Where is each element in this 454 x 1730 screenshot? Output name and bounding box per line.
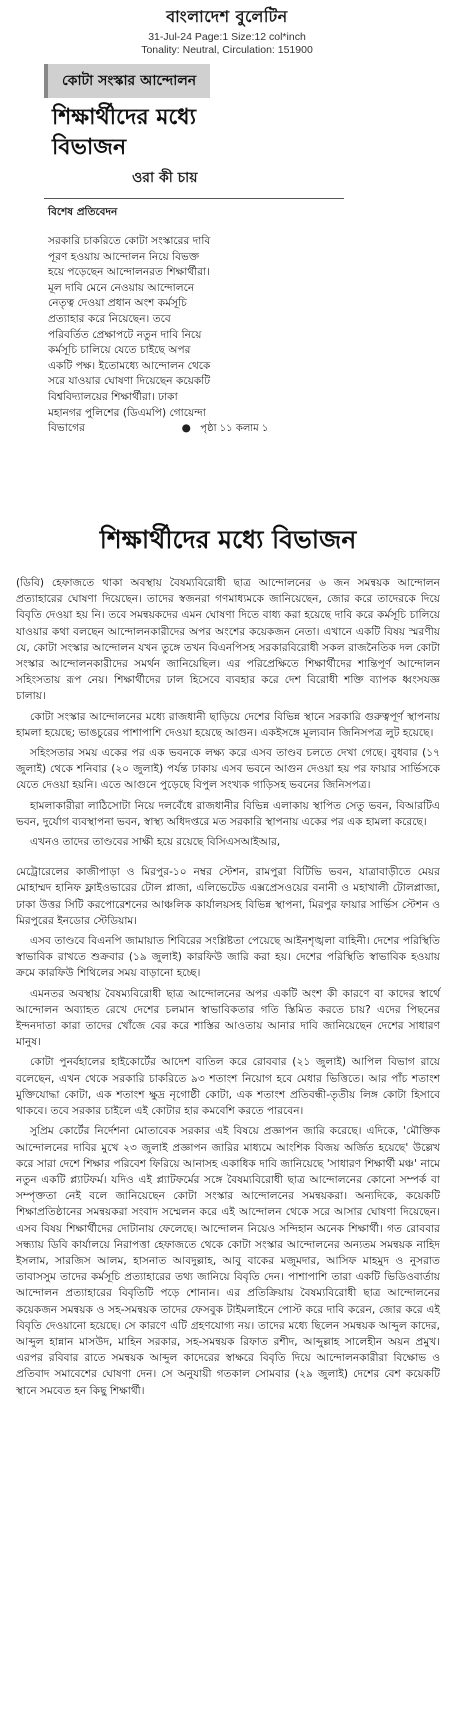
article-paragraph: সহিংসতার সময় একের পর এক ভবনকে লক্ষ্য করে এসব তাণ্ডব চলতে দেখা গেছে। বুধবার (১৭ জুলাই) থেকে শনিবার (২০ জুলাই) পর্যন্ত ঢাকায় এসব ভবনে আগুন দেওয়া হয় পর ফায়ার সার্ভিসকে যেতে দেওয়া হয়নি। এতে আগুনে পুড়েছে বিপুল সংখ্যক গাড়িসহ ভবনের জিনিসপত্র। xyxy=(16,747,440,792)
intro-text xyxy=(48,234,318,437)
headline-line-1: শিক্ষার্থীদের মধ্যে xyxy=(52,104,196,130)
masthead xyxy=(0,4,454,57)
intro-line: নেতৃত্ব দেওয়া প্রধান অংশ কর্মসূচি xyxy=(48,297,187,310)
intro-line: সরকারি চাকরিতে কোটা সংস্কারের দাবি xyxy=(48,235,211,247)
article-paragraph: এখনও তাদের তাণ্ডবের সাক্ষী হয়ে রয়েছে বিসিএসআইআর, xyxy=(30,836,281,849)
inside-headline: শিক্ষার্থীদের মধ্যে বিভাজন xyxy=(99,525,357,554)
intro-line: মূল দাবি মেনে নেওয়ায় আন্দোলনে xyxy=(48,281,195,294)
article-paragraph: এমনতর অবস্থায় বৈষম্যবিরোধী ছাত্র আন্দোলনের অপর একটি অংশ কী কারণে বা কাদের স্বার্থে আন্দোলন অব্যাহত রেখে দেশের চলমান স্বাভাবিকতার গতি স্তিমিত করতে চায়? এদের পিছনের ইন্দনদাতা কারা তাদের খোঁজে বের করে শাস্তির আওতায় আনার দাবি জানিয়েছেন দেশের সাধারণ মানুষ। xyxy=(16,987,440,1049)
headline-line-2: বিভাজন xyxy=(52,134,127,160)
arrow-icon: ● xyxy=(181,422,191,435)
intro-line: পরিবর্তিত প্রেক্ষাপটে নতুন দাবি নিয়ে xyxy=(48,328,202,341)
headline xyxy=(52,102,350,162)
article-paragraph: সুপ্রিম কোর্টের নির্দেশনা মোতাবেক সরকার এই বিষয়ে প্রজ্ঞাপন জারি করেছে। এদিকে, 'মৌক্তিক আন্দোলনের দাবির মুখে ২৩ জুলাই প্রজ্ঞাপন জারির মাধ্যমে আংশিক বিজয় অর্জিত হয়েছে' উল্লেখ করে সারা দেশে শিক্ষার পরিবেশ ফিরিয়ে আনাসহ একাধিক দাবি জানিয়েছে 'সাধারণ শিক্ষার্থী মঞ্চ' নামে নতুন একটি প্ল্যাটফর্ম। যদিও এই প্ল্যাটফর্মের সঙ্গে বৈষম্যবিরোধী ছাত্র আন্দোলনের কোনো সম্পর্ক বা সম্পৃক্ততা নেই বলে জানিয়েছেন কোটা সংস্কার আন্দোলনের সমন্বয়করা। অন্যদিকে, কয়েকটি শিক্ষাপ্রতিষ্ঠানের সমন্বয়করা সংবাদ সম্মেলন করে এই আন্দোলন থেকে সরে আসার ঘোষণা দিয়েছেন। এসব বিষয় শিক্ষার্থীদের দোটানায় ফেলেছে। আন্দোলন নিয়েও সন্দিহান অনেক শিক্ষার্থী। গত রোববার সন্ধ্যায় ডিবি কার্যালয়ে নিরাপত্তা হেফাজতে থেকে কোটা সংস্কার আন্দোলনের অন্যতম সমন্বয়ক নাহিদ ইসলাম, সারজিস আলম, হাসনাত আবদুল্লাহ, আবু বাকের মজুমদার, আসিফ মাহমুদ ও নুসরাত তাবাসসুম তাদের কর্মসূচি প্রত্যাহারের তথ্য জানিয়ে বিবৃতি দেন। পাশাপাশি তারা একটি ভিডিওবার্তায় আন্দোলন প্রত্যাহারের বিবৃতিটি পড়ে শোনান। এর প্রতিক্রিয়ায় বৈষম্যবিরোধী ছাত্র আন্দোলনের কয়েকজন সমন্বয়ক ও সহ-সমন্বয়ক তাদের ফেসবুক টাইমলাইনে পোস্ট করে দাবি করেন, জোর করে এই বিবৃতি দেওয়ানো হয়েছে। সে কারণে এটি গ্রহণযোগ্য নয়। তাদের মধ্যে ছিলেন সমন্বয়ক আব্দুল কাদের, আব্দুল হান্নান মাসউদ, মাহিন সরকার, সহ-সমন্বয়ক রিফাত রশীদ, আব্দুল্লাহ সালেহীন অয়ন প্রমুখ। এরপর রবিবার রাতে সমন্বয়ক আব্দুল কাদেরের স্বাক্ষরে বিবৃতি দিয়ে আন্দোলনকারীরা বিক্ষোভ ও প্রতিবাদ সমাবেশের ঘোষণা দেন। সে অনুযায়ী গতকাল সোমবার (২৯ জুলাই) দেশের বেশ কয়েকটি স্থানে সমবেত হন কিছু শিক্ষার্থী। xyxy=(16,1125,440,1397)
subheadline: ওরা কী চায় xyxy=(132,170,198,186)
intro-line: সরে যাওয়ার ঘোষণা দিয়েছেন কয়েকটি xyxy=(48,375,211,388)
inside-page-clip xyxy=(16,520,440,1403)
kicker-label: কোটা সংস্কার আন্দোলন xyxy=(44,64,210,98)
intro-line: হয়ে পড়েছেন আন্দোলনরত শিক্ষার্থীরা। xyxy=(48,266,210,279)
byline: বিশেষ প্রতিবেদন xyxy=(48,206,118,218)
newspaper-name: বাংলাদেশ বুলেটিন xyxy=(166,7,288,26)
intro-line: মহানগর পুলিশের (ডিএমপি) গোয়েন্দা xyxy=(48,406,206,419)
article-body xyxy=(16,575,440,1399)
clip-meta-line-1: 31-Jul-24 Page:1 Size:12 col*inch xyxy=(148,31,306,43)
article-paragraph: হামলাকারীরা লাঠিসোটা নিয়ে দলবেঁধে রাজধানীর বিভিন্ন এলাকায় স্থাপিত সেতু ভবন, বিআরটিএ ভবন, দুর্যোগ ব্যবস্থাপনা ভবন, স্বাস্থ্য অধিদপ্তরে মত সরকারি স্থাপনায় একের পর এক হামলা করেছে। xyxy=(16,799,440,828)
article-paragraph: কোটা সংস্কার আন্দোলনের মধ্যে রাজধানী ছাড়িয়ে দেশের বিভিন্ন স্থানে সরকারি গুরুত্বপূর্ণ স্থাপনায় হামলা হয়েছে; ভাঙচুরের পাশাপাশি দেওয়া হয়েছে আগুন। একইসঙ্গে মূল্যবান জিনিসপত্র লুট হয়েছে। xyxy=(16,710,440,739)
intro-line: প্রত্যাহার করে নিয়েছেন। তবে xyxy=(48,312,171,325)
article-paragraph: মেট্রোরেলের কাজীপাড়া ও মিরপুর-১০ নম্বর স্টেশন, রামপুরা বিটিভি ভবন, যাত্রাবাড়ীতে মেয়র মোহাম্মদ হানিফ ফ্লাইওভারের টোল প্লাজা, এলিভেটেড এক্সপ্রেসওয়ের বনানী ও মহাখালী টোলপ্লাজা, ঢাকা উত্তর সিটি করপোরেশনের আঞ্চলিক কার্যালয়সহ বিভিন্ন স্থাপনা, মিরপুর ফায়ার সার্ভিস স্টেশন ও মিরপুরের ইনডোর স্টেডিয়াম। xyxy=(16,866,440,927)
article-paragraph: এসব তাণ্ডবে বিএনপি জামায়াত শিবিরের সংশ্লিষ্টতা পেয়েছে আইনশৃঙ্খলা বাহিনী। দেশের পরিস্থিতি স্বাভাবিক রাখতে শুক্রবার (১৯ জুলাই) কারফিউ জারি করা হয়। দেশের পরিস্থিতি স্বাভাবিক হওয়ায় ক্রমে কারফিউ শিথিলের সময় বাড়ানো হচ্ছে। xyxy=(16,935,440,980)
intro-line xyxy=(48,421,318,437)
article-paragraph: কোটা পুনর্বহালের হাইকোর্টের আদেশ বাতিল করে রোববার (২১ জুলাই) আপিল বিভাগ রায়ে বলেছেন, এখন থেকে সরকারি চাকরিতে ৯৩ শতাংশ নিয়োগ হবে মেধার ভিত্তিতে। আর পাঁচ শতাংশ মুক্তিযোদ্ধা কোটা, এক শতাংশ ক্ষুদ্র নৃগোষ্ঠী কোটা, এক শতাংশ প্রতিবন্ধী-তৃতীয় লিঙ্গ কোটা হিসাবে থাকবে। তবে সরকার চাইলে এই কোটার হার কমবেশি করতে পারবেন। xyxy=(16,1056,440,1118)
article-paragraph: (ডিবি) হেফাজতে থাকা অবস্থায় বৈষম্যবিরোধী ছাত্র আন্দোলনের ৬ জন সমন্বয়ক আন্দোলন প্রত্যাহারের ঘোষণা দিয়েছেন। তাদের স্বজনরা গণমাধ্যমকে জানিয়েছেন, জোর করে তাদেরকে দিয়ে বিবৃতি দেওয়া হয় নি। তবে সমন্বয়কদের এমন ঘোষণা দিতে বাধ্য করা হয়েছে দাবি করে কর্মসূচি চালিয়ে যাওয়ার কথা বলছেন আন্দোলনকারীদের অপর অংশের কয়েকজন নেতা। এখানে একটি বিষয় স্মরণীয় যে, কোটা সংস্কার আন্দোলন যখন তুঙ্গে তখন বিএনপিসহ সরকারবিরোধী সকল রাজনৈতিক দল কোটা সংস্কার আন্দোলনকারীদের সমর্থন জানিয়েছিল। এর পরিপ্রেক্ষিতে শিক্ষার্থীদের শান্তিপূর্ণ আন্দোলন সহিংসতায় রূপ নেয়। শিক্ষার্থীদের ঢাল হিসেবে ব্যবহার করে দেশ বিরোধী শক্তি ব্যাপক ধ্বংসযজ্ঞ চালায়। xyxy=(16,577,440,703)
clip-meta-line-2: Tonality: Neutral, Circulation: 151900 xyxy=(141,44,313,56)
intro-line: বিশ্ববিদ্যালয়ের শিক্ষার্থীরা। ঢাকা xyxy=(48,390,178,403)
intro-line: একটি পক্ষ। ইতোমধ্যে আন্দোলন থেকে xyxy=(48,359,211,372)
continued-reference: পৃষ্ঠা ১১ কলাম ১ xyxy=(200,423,269,435)
intro-line-text: বিভাগের xyxy=(48,422,85,435)
intro-line: পূরণ হওয়ায় আন্দোলন নিয়ে বিভক্ত xyxy=(48,250,200,263)
divider xyxy=(44,198,344,199)
front-page-clip xyxy=(30,64,350,437)
intro-line: কর্মসূচি চালিয়ে যেতে চাইছে অপর xyxy=(48,344,191,357)
